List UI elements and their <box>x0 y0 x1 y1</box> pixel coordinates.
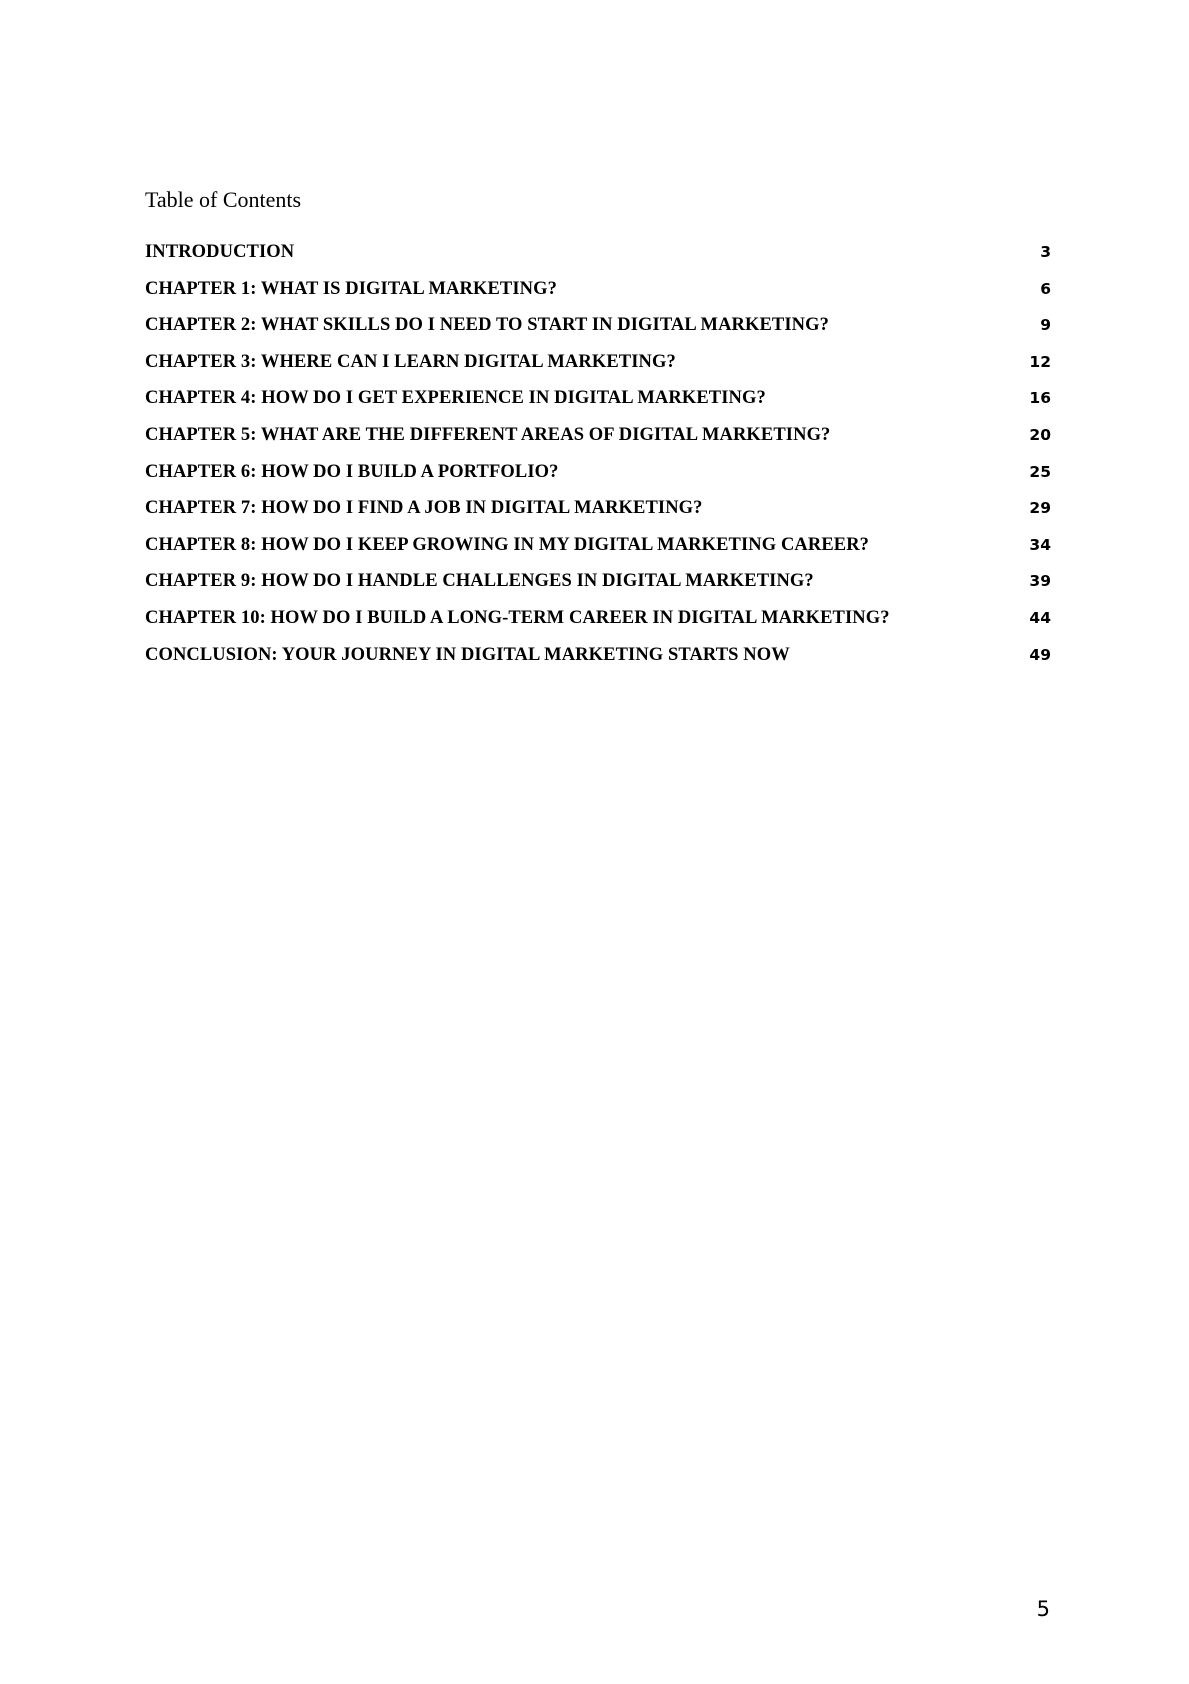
toc-entry-page-number: 6 <box>1040 279 1051 298</box>
toc-entry-chapter-3[interactable] <box>145 350 1051 387</box>
toc-entry-page-number: 39 <box>1029 572 1051 591</box>
toc-entry-chapter-5[interactable] <box>145 423 1051 460</box>
toc-entry-page-number: 29 <box>1029 499 1051 518</box>
toc-entry-title: CHAPTER 1: WHAT IS DIGITAL MARKETING? <box>145 278 557 299</box>
toc-entry-title: CHAPTER 10: HOW DO I BUILD A LONG-TERM CAREER IN DIGITAL MARKETING? <box>145 607 890 628</box>
toc-entry-title: CHAPTER 8: HOW DO I KEEP GROWING IN MY DIGITAL MARKETING CAREER? <box>145 534 870 555</box>
toc-entry-page-number: 3 <box>1040 243 1051 261</box>
toc-entry-page-number: 12 <box>1029 352 1051 371</box>
toc-entry-page-number: 34 <box>1029 535 1051 554</box>
toc-entry-page-number: 20 <box>1029 425 1051 444</box>
toc-entry-chapter-7[interactable] <box>145 496 1051 533</box>
toc-entry-chapter-6[interactable] <box>145 460 1051 497</box>
toc-entry-conclusion[interactable] <box>145 643 1051 680</box>
toc-entry-page-number: 25 <box>1029 462 1051 481</box>
toc-entry-title: CONCLUSION: YOUR JOURNEY IN DIGITAL MARKETING STARTS NOW <box>145 644 790 665</box>
toc-entry-page-number: 9 <box>1040 316 1051 335</box>
toc-entry-title: CHAPTER 7: HOW DO I FIND A JOB IN DIGITAL MARKETING? <box>145 498 703 519</box>
toc-entry-title: CHAPTER 5: WHAT ARE THE DIFFERENT AREAS OF DIGITAL MARKETING? <box>145 424 831 445</box>
toc-entry-introduction[interactable] <box>145 240 1051 277</box>
toc-entry-page-number: 49 <box>1029 645 1051 664</box>
toc-entry-chapter-8[interactable] <box>145 533 1051 570</box>
toc-entry-chapter-4[interactable] <box>145 386 1051 423</box>
toc-entry-title: INTRODUCTION <box>145 242 295 262</box>
toc-entry-title: CHAPTER 4: HOW DO I GET EXPERIENCE IN DIGITAL MARKETING? <box>145 388 766 409</box>
toc-entry-title: CHAPTER 3: WHERE CAN I LEARN DIGITAL MARKETING? <box>145 351 676 372</box>
toc-heading: Table of Contents <box>145 187 302 212</box>
toc-entry-chapter-9[interactable] <box>145 569 1051 606</box>
toc-entry-page-number: 44 <box>1029 608 1051 627</box>
toc-entry-title: CHAPTER 2: WHAT SKILLS DO I NEED TO START IN DIGITAL MARKETING? <box>145 315 829 336</box>
toc-entry-page-number: 16 <box>1029 389 1051 408</box>
toc-entry-chapter-10[interactable] <box>145 606 1051 643</box>
toc-list <box>145 240 1051 679</box>
footer-page-number: 5 <box>1036 1597 1050 1621</box>
toc-entry-title: CHAPTER 9: HOW DO I HANDLE CHALLENGES IN DIGITAL MARKETING? <box>145 571 814 592</box>
toc-entry-chapter-2[interactable] <box>145 313 1051 350</box>
toc-entry-chapter-1[interactable] <box>145 277 1051 314</box>
toc-entry-title: CHAPTER 6: HOW DO I BUILD A PORTFOLIO? <box>145 461 559 482</box>
